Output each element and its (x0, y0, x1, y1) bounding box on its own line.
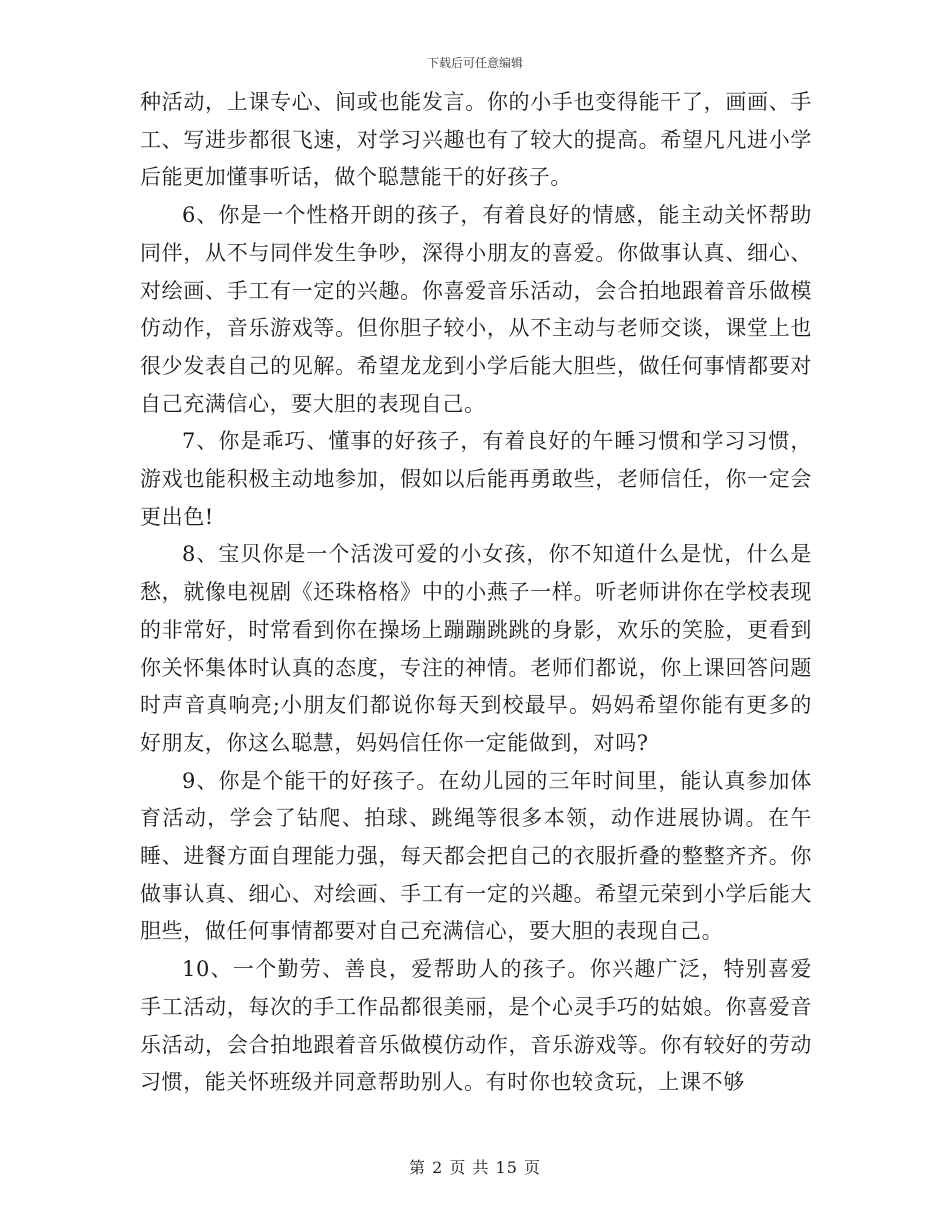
paragraph-item-10: 10、一个勤劳、善良，爱帮助人的孩子。你兴趣广泛，特别喜爱手工活动，每次的手工作品都很美丽，是个心灵手巧的姑娘。你喜爱音乐活动，会合拍地跟着音乐做模仿动作，音乐游戏等。你有较好的劳动习惯，能关怀班级并同意帮助别人。有时你也较贪玩，上课不够 (140, 957, 812, 1095)
paragraph-item-6: 6、你是一个性格开朗的孩子，有着良好的情感，能主动关怀帮助同伴，从不与同伴发生争吵，深得小朋友的喜爱。你做事认真、细心、对绘画、手工有一定的兴趣。你喜爱音乐活动，会合拍地跟着音乐做模仿动作，音乐游戏等。但你胆子较小，从不主动与老师交谈，课堂上也很少发表自己的见解。希望龙龙到小学后能大胆些，做任何事情都要对自己充满信心，要大胆的表现自己。 (140, 203, 812, 416)
page-header: 下载后可任意编辑 (426, 56, 523, 70)
page-number-footer: 第 2 页 共 15 页 (409, 1158, 541, 1177)
paragraph-continued: 种活动，上课专心、间或也能发言。你的小手也变得能干了，画画、手工、写进步都很飞速，对学习兴趣也有了较大的提高。希望凡凡进小学后能更加懂事听话，做个聪慧能干的好孩子。 (140, 90, 812, 190)
paragraph-item-8: 8、宝贝你是一个活泼可爱的小女孩，你不知道什么是忧，什么是愁，就像电视剧《还珠格格》中的小燕子一样。听老师讲你在学校表现的非常好，时常看到你在操场上蹦蹦跳跳的身影，欢乐的笑脸，更看到你关怀集体时认真的态度，专注的神情。老师们都说，你上课回答问题时声音真响亮;小朋友们都说你每天到校最早。妈妈希望你能有更多的好朋友，你这么聪慧，妈妈信任你一定能做到，对吗? (140, 542, 812, 755)
paragraph-item-7: 7、你是乖巧、懂事的好孩子，有着良好的午睡习惯和学习习惯，游戏也能积极主动地参加，假如以后能再勇敢些，老师信任，你一定会更出色! (140, 429, 812, 529)
document-body (140, 84, 812, 1102)
paragraph-item-9: 9、你是个能干的好孩子。在幼儿园的三年时间里，能认真参加体育活动，学会了钻爬、拍球、跳绳等很多本领，动作进展协调。在午睡、进餐方面自理能力强，每天都会把自己的衣服折叠的整整齐齐。你做事认真、细心、对绘画、手工有一定的兴趣。希望元荣到小学后能大胆些，做任何事情都要对自己充满信心，要大胆的表现自己。 (140, 768, 812, 944)
